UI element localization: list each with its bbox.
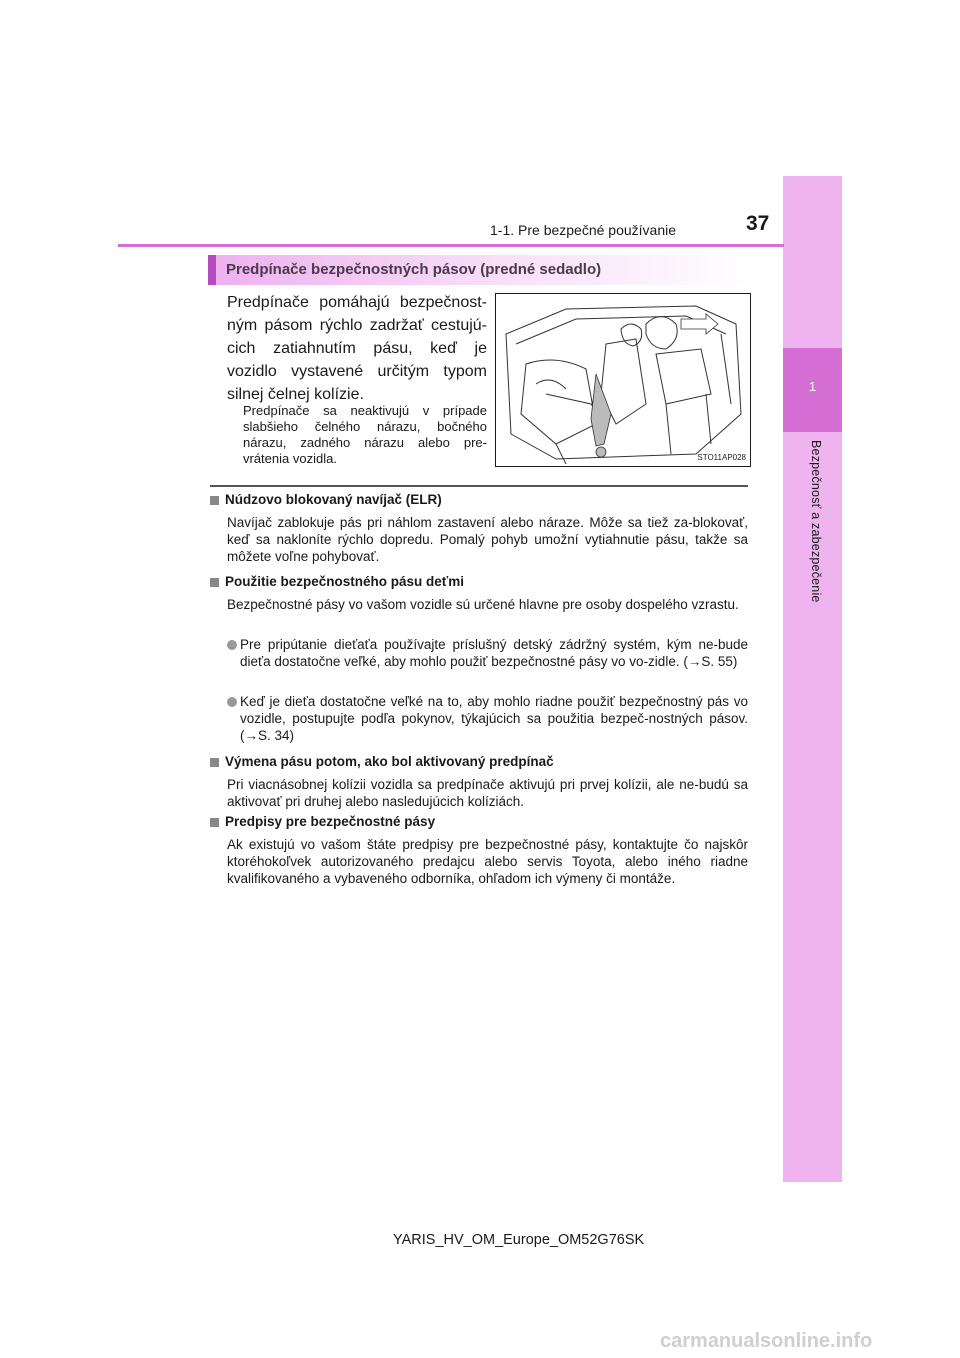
section-title-regulations: Predpisy pre bezpečnostné pásy — [225, 814, 436, 829]
section-text-replacement: Pri viacnásobnej kolízii vozidla sa predpínače aktivujú pri prvej kolízii, ale ne-budú sa aktivovať pri druhej alebo nasledujúcich kolíziách. — [227, 777, 748, 809]
watermark: carmanualsonline.info — [660, 1330, 873, 1352]
bullet-child-belt: Keď je dieťa dostatočne veľké na to, aby mohlo riadne použiť bezpečnostný pás vo vozidle, postupujte podľa pokynov, týkajúcich sa použitia bezpeč-nostných pásov. (→S. 34) — [240, 694, 748, 743]
banner-accent — [208, 255, 216, 285]
banner-title: Predpínače bezpečnostných pásov (predné sedadlo) — [226, 261, 602, 278]
section-title-children: Použitie bezpečnostného pásu deťmi — [225, 574, 464, 589]
car-interior-drawing — [496, 294, 750, 466]
bullet-dot — [227, 640, 237, 650]
section-marker — [210, 758, 219, 767]
section-divider — [210, 485, 748, 487]
bullet-child-restraint: Pre pripútanie dieťaťa používajte príslušný detský zádržný systém, kým ne-bude dieťa dostatočne veľké, aby mohlo použiť bezpečnostné pásy vo vo-zidle. (→S. 55) — [240, 637, 748, 669]
section-text-children: Bezpečnostné pásy vo vašom vozidle sú určené hlavne pre osoby dospelého vzrastu. — [227, 597, 739, 612]
bullet-dot — [227, 697, 237, 707]
section-header: 1-1. Pre bezpečné používanie — [490, 222, 677, 238]
intro-note: Predpínače sa neaktivujú v prípade slabšieho čelného nárazu, bočného nárazu, zadného nárazu alebo pre-vrátenia vozidla. — [243, 403, 487, 466]
chapter-number: 1 — [808, 379, 817, 394]
section-marker — [210, 578, 219, 587]
section-text-elr: Navíjač zablokuje pás pri náhlom zastavení alebo náraze. Môže sa tiež za-blokovať, keď sa nakloníte rýchlo dopredu. Pomalý pohyb umožní vytiahnutie pásu, takže sa môžete voľne pohybovať. — [227, 515, 748, 564]
section-title-elr: Núdzovo blokovaný navíjač (ELR) — [225, 492, 442, 507]
section-marker — [210, 496, 219, 505]
chapter-side-tab — [783, 176, 842, 1182]
chapter-label: Bezpečnosť a zabezpečenie — [809, 440, 823, 603]
pretensioner-illustration — [495, 293, 751, 467]
page-number: 37 — [746, 212, 770, 235]
footer-code: YARIS_HV_OM_Europe_OM52G76SK — [393, 1232, 645, 1248]
section-text-regulations: Ak existujú vo vašom štáte predpisy pre bezpečnostné pásy, kontaktujte čo najskôr ktoréhokoľvek autorizovaného predajcu alebo servis Toyota, alebo iného riadne kvalifikovaného a vybaveného odborníka, ohľadom ich výmeny či montáže. — [227, 837, 748, 886]
section-title-replacement: Výmena pásu potom, ako bol aktivovaný predpínač — [225, 754, 554, 769]
section-marker — [210, 818, 219, 827]
intro-paragraph: Predpínače pomáhajú bezpečnost-ným pásom rýchlo zadržať cestujú-cich zatiahnutím pásu, keď je vozidlo vystavené určitým typom silnej čelnej kolízie. — [227, 294, 487, 403]
header-rule — [118, 244, 784, 247]
figure-code: STO11AP028 — [697, 453, 746, 462]
